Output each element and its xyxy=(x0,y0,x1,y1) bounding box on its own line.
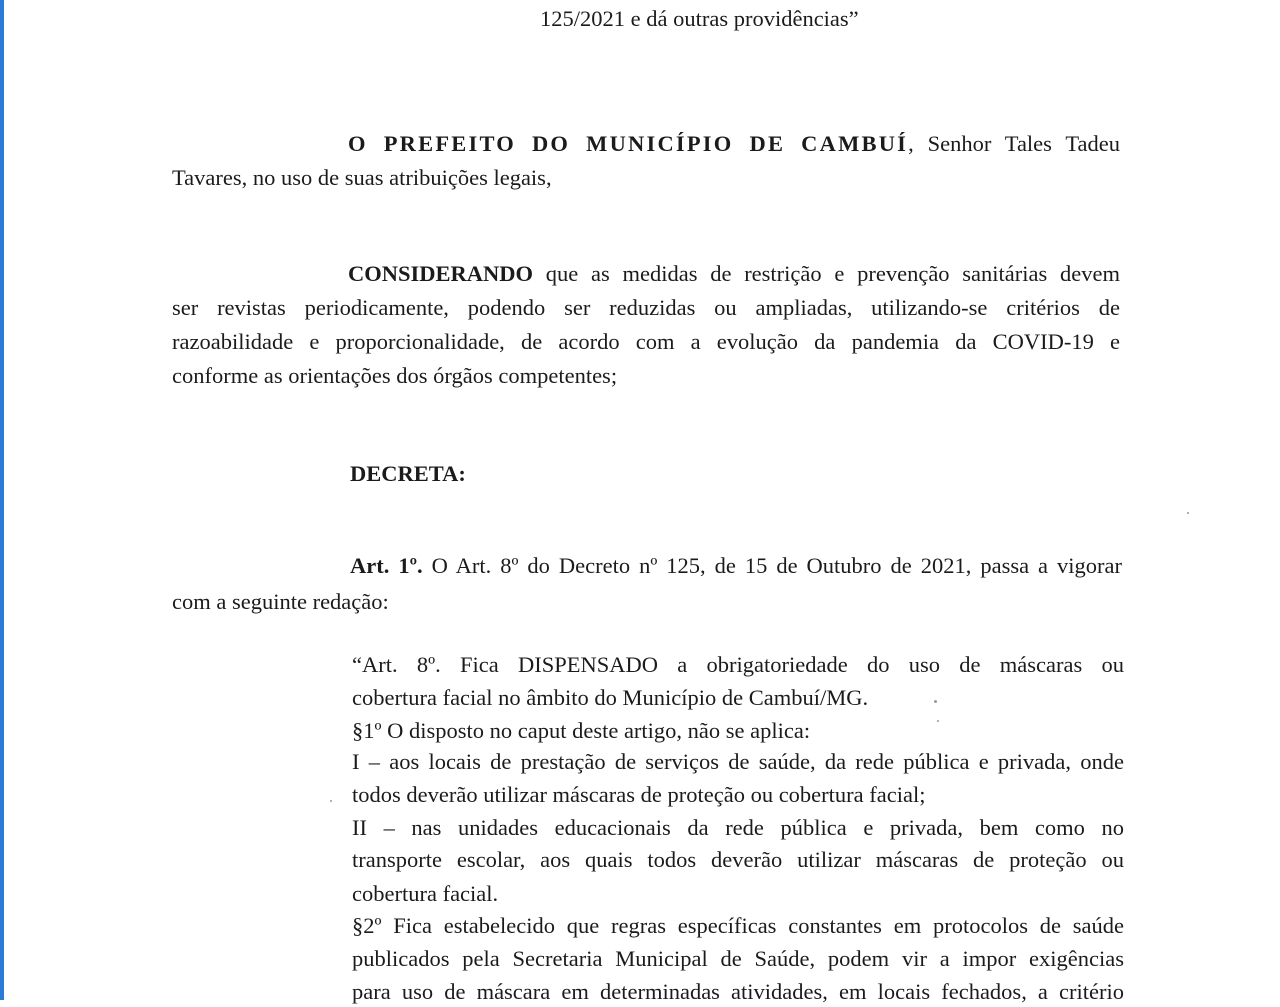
considerando-line1-text: que as medidas de restrição e prevenção sanitárias devem xyxy=(533,261,1120,286)
article1-line2: com a seguinte redação: xyxy=(172,589,389,614)
quote-line4: I – aos locais de prestação de serviços de saúde, da rede pública e privada, onde xyxy=(352,749,1124,774)
considerando-line2: ser revistas periodicamente, podendo ser reduzidas ou ampliadas, utilizando-se critérios de xyxy=(172,295,1120,320)
scan-speck xyxy=(330,800,332,802)
scan-speck xyxy=(937,720,939,722)
quote-line5: todos deverão utilizar máscaras de proteção ou cobertura facial; xyxy=(352,782,926,807)
scan-speck xyxy=(1187,512,1189,514)
decree-title-tail: 125/2021 e dá outras providências” xyxy=(540,6,859,31)
considerando-keyword: CONSIDERANDO xyxy=(348,261,534,286)
quote-line1: “Art. 8º. Fica DISPENSADO a obrigatoriedade do uso de máscaras ou xyxy=(352,652,1124,677)
quote-line6: II – nas unidades educacionais da rede pública e privada, bem como no xyxy=(352,815,1124,840)
considerando-line3: razoabilidade e proporcionalidade, de acordo com a evolução da pandemia da COVID-19 e xyxy=(172,329,1120,354)
quote-line2: cobertura facial no âmbito do Município de Cambuí/MG. xyxy=(352,685,869,710)
article1-label: Art. 1º. xyxy=(350,553,423,578)
mayor-heading: O PREFEITO DO MUNICÍPIO DE CAMBUÍ xyxy=(348,131,909,156)
quote-line11: para uso de máscara em determinadas atividades, em locais fechados, a critério xyxy=(352,979,1124,1004)
decreta-heading: DECRETA: xyxy=(350,461,466,486)
mayor-name: , Senhor Tales Tadeu xyxy=(908,131,1120,156)
quote-line8: cobertura facial. xyxy=(352,881,499,906)
article1-line1-text: O Art. 8º do Decreto nº 125, de 15 de Outubro de 2021, passa a vigorar xyxy=(422,553,1122,578)
considerando-line4: conforme as orientações dos órgãos competentes; xyxy=(172,363,618,388)
quote-line9: §2º Fica estabelecido que regras específicas constantes em protocolos de saúde xyxy=(352,913,1124,938)
quote-line7: transporte escolar, aos quais todos deverão utilizar máscaras de proteção ou xyxy=(352,847,1124,872)
quote-line10: publicados pela Secretaria Municipal de Saúde, podem vir a impor exigências xyxy=(352,946,1124,971)
quote-line3: §1º O disposto no caput deste artigo, não se aplica: xyxy=(352,718,811,743)
mayor-paragraph-line1 xyxy=(348,129,1120,159)
mayor-paragraph-line2: Tavares, no uso de suas atribuições legais, xyxy=(172,165,552,190)
scan-speck xyxy=(934,700,937,703)
article1-line1 xyxy=(350,551,1122,581)
considerando-line1 xyxy=(348,259,1120,289)
